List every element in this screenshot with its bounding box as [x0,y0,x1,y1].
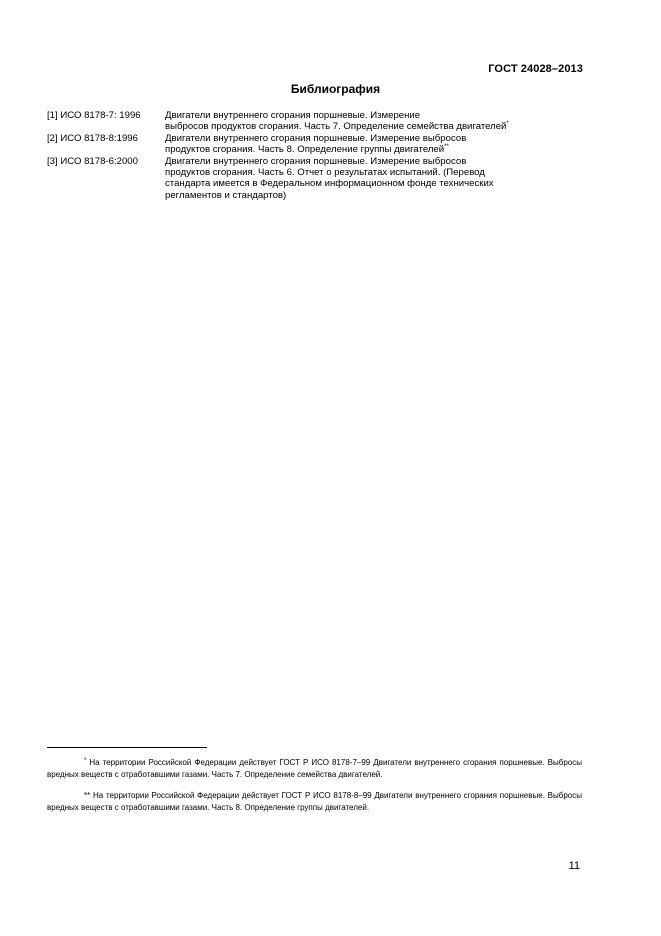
bibliography-entry [47,110,587,133]
bibliography-list [47,110,587,201]
bibliography-ref: [3] ИСО 8178-6:2000 [47,155,138,167]
footnote-mark: ** [84,790,91,800]
bibliography-ref: [1] ИСО 8178-7: 1996 [47,110,141,121]
bibliography-ref: [2] ИСО 8178-8:1996 [47,132,138,144]
bibliography-line [165,144,587,155]
bibliography-line-text: продуктов сгорания. Часть 8. Определение группы двигателей [165,144,445,156]
footnote-marker: * [506,121,509,128]
bibliography-entry [47,156,587,202]
bibliography-text [165,110,587,133]
document-code: ГОСТ 24028–2013 [488,63,583,75]
bibliography-line [165,121,587,132]
bibliography-line: Двигатели внутреннего сгорания поршневые. Измерение выбросов [165,132,467,144]
footnote-divider [47,747,207,748]
bibliography-line-text: выбросов продуктов сгорания. Часть 7. Определение семейства двигателей [165,121,507,133]
footnote [47,757,582,782]
footnote-text: На территории Российской Федерации действует ГОСТ Р ИСО 8178-8–99 Двигатели внутреннего сгорания поршневые. Выбросы вредных веществ с отработавшими газами. Часть 8. Определение группы двигателей. [47,790,582,812]
footnote-marker: ** [444,144,449,151]
footnote-text: На территории Российской Федерации действует ГОСТ Р ИСО 8178-7–99 Двигатели внутреннего сгорания поршневые. Выбросы вредных веществ с отработавшими газами. Часть 7. Определение семейства двигателей. [47,758,582,780]
bibliography-line: стандарта имеется в Федеральном информационном фонде технических [165,178,494,190]
bibliography-entry [47,133,587,156]
bibliography-line: регламентов и стандартов) [165,189,287,201]
footnote-mark: * [84,758,87,764]
bibliography-line: Двигатели внутреннего сгорания поршневые. Измерение [165,110,421,121]
footnote [47,790,582,815]
bibliography-line: продуктов сгорания. Часть 6. Отчет о результатах испытаний. (Перевод [165,167,485,179]
bibliography-text [165,133,587,156]
footnotes [47,757,582,822]
bibliography-line: Двигатели внутреннего сгорания поршневые. Измерение выбросов [165,155,467,167]
bibliography-text [165,156,587,202]
page-number: 11 [568,860,580,872]
section-title: Библиография [290,82,381,96]
